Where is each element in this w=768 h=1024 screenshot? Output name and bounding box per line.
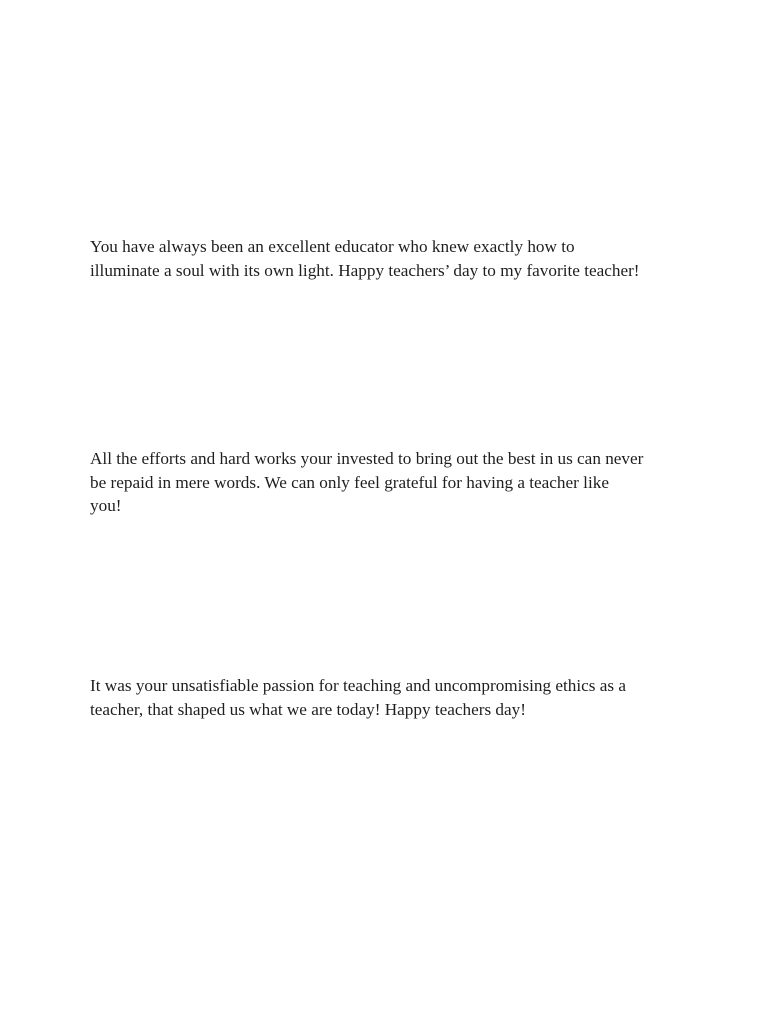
paragraph-3 <box>90 674 690 721</box>
paragraph-2 <box>90 447 690 518</box>
paragraph-3-line-1: It was your unsatisfiable passion for teaching and uncompromising ethics as a <box>90 676 627 695</box>
paragraph-1-line-1: You have always been an excellent educator who knew exactly how to <box>90 237 575 256</box>
paragraph-3-line-2: teacher, that shaped us what we are today! Happy teachers day! <box>90 699 526 719</box>
paragraph-1-line-2: illuminate a soul with its own light. Happy teachers’ day to my favorite teacher! <box>90 260 640 280</box>
paragraph-2-line-2: be repaid in mere words. We can only feel grateful for having a teacher like <box>90 472 609 492</box>
paragraph-2-line-3: you! <box>90 496 122 515</box>
paragraph-1 <box>90 235 690 282</box>
paragraph-2-line-1: All the efforts and hard works your invested to bring out the best in us can never <box>90 449 644 468</box>
